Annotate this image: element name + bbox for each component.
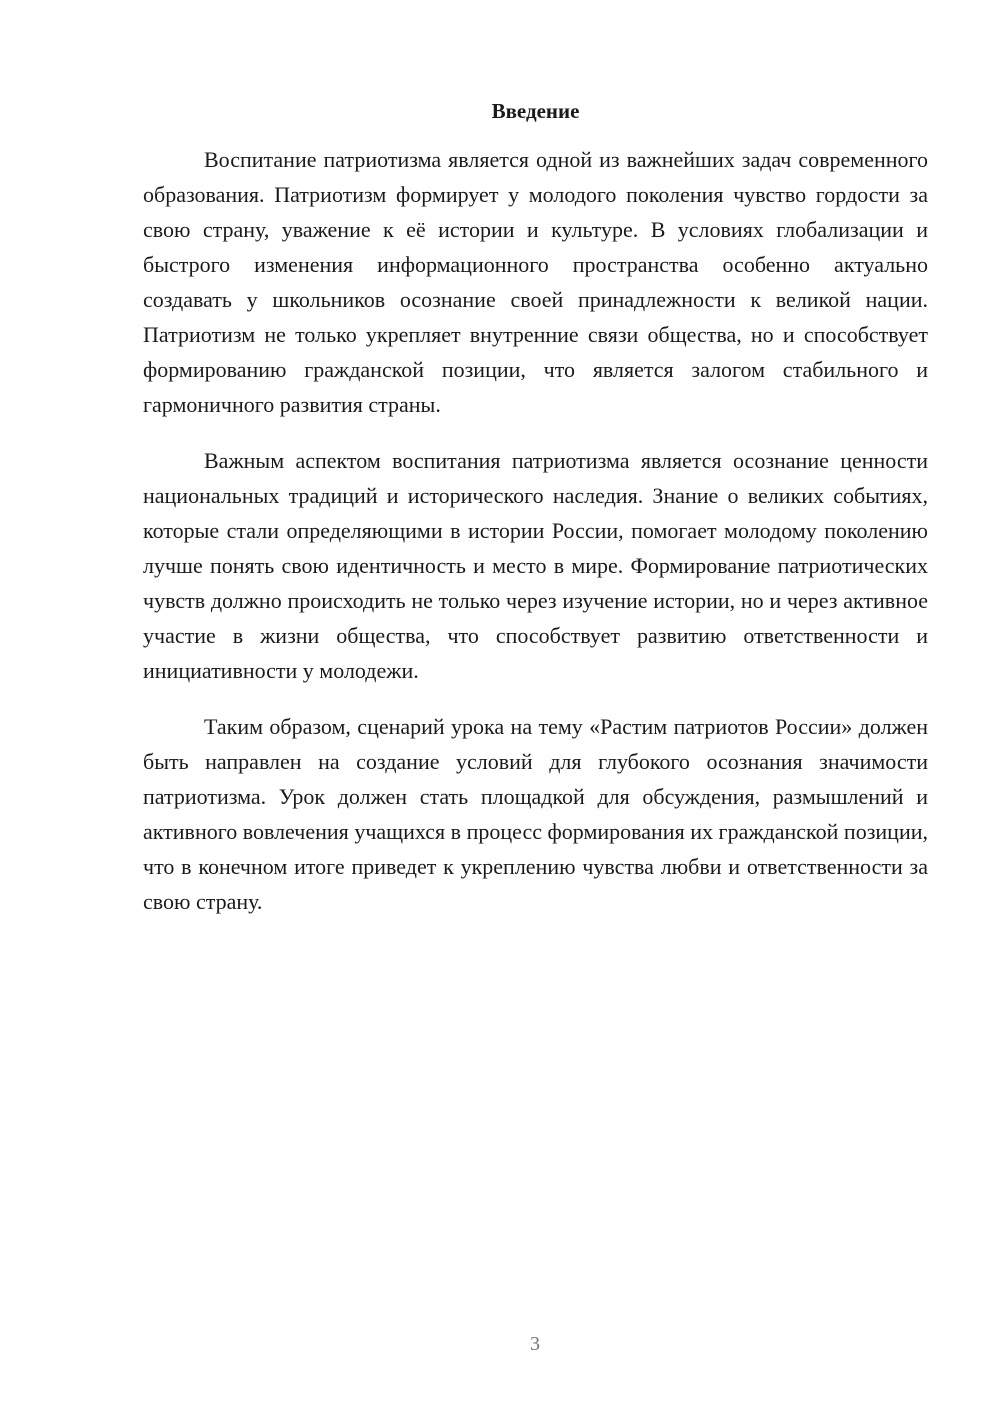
paragraph-3: Таким образом, сценарий урока на тему «Растим патриотов России» должен быть направлен на создание условий для глубокого осознания значимости патриотизма. Урок должен стать площадкой для обсуждения, размышлений и активного вовлечения учащихся в процесс формирования их гражданской позиции, что в конечном итоге приведет к укреплению чувства любви и ответственности за свою страну. (143, 714, 928, 914)
body-text (143, 142, 928, 940)
paragraph-1: Воспитание патриотизма является одной из важнейших задач современного образования. Патриотизм формирует у молодого поколения чувство гордости за свою страну, уважение к её истории и культуре. В условиях глобализации и быстрого изменения информационного пространства особенно актуально создавать у школьников осознание своей принадлежности к великой нации. Патриотизм не только укрепляет внутренние связи общества, но и способствует формированию гражданской позиции, что является залогом стабильного и гармоничного развития страны. (143, 147, 928, 417)
paragraph-2: Важным аспектом воспитания патриотизма является осознание ценности национальных традиций и исторического наследия. Знание о великих событиях, которые стали определяющими в истории России, помогает молодому поколению лучше понять свою идентичность и место в мире. Формирование патриотических чувств должно происходить не только через изучение истории, но и через активное участие в жизни общества, что способствует развитию ответственности и инициативности у молодежи. (143, 448, 928, 683)
page-title: Введение (491, 99, 580, 123)
page-number: 3 (530, 1333, 540, 1355)
